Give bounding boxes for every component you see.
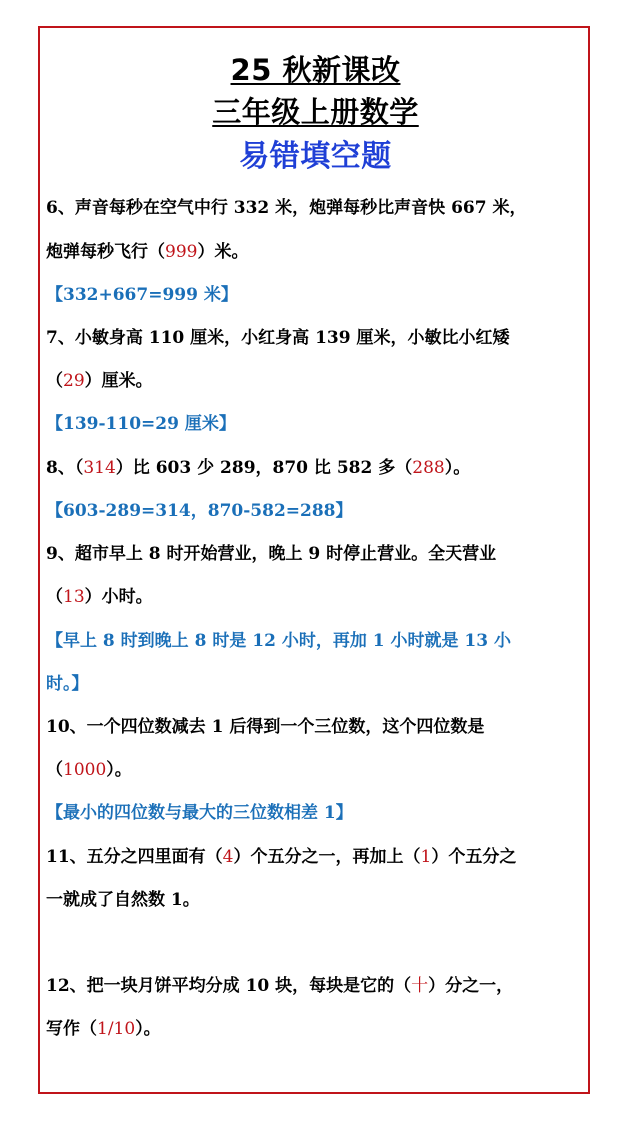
q11-text: 11、五分之四里面有（: [46, 847, 223, 867]
q12-text: 写作（: [46, 1019, 97, 1039]
q9-solution-line-2: 时。】: [46, 674, 89, 694]
subtitle: 易错填空题: [239, 139, 392, 174]
q12-text: ）。: [135, 1019, 161, 1039]
q10-answer: 1000: [63, 760, 107, 780]
q9-text: 9、超市早上 8 时开始营业，晚上 9 时停止营业。全天营业: [46, 544, 497, 564]
q10-line-2: [46, 758, 132, 782]
q9-line-1: [46, 542, 496, 566]
q9-answer: 13: [63, 587, 85, 607]
q7-text: （: [46, 371, 63, 391]
q9-text: （: [46, 587, 63, 607]
q6-solution: 【332+667=999 米】: [46, 285, 238, 305]
q11-line-2: [46, 888, 200, 912]
q7-answer: 29: [63, 371, 85, 391]
q8-line-1: [46, 456, 470, 480]
q10-text: （: [46, 760, 63, 780]
q12-answer-2: 1/10: [97, 1019, 136, 1039]
q6-text: ）米。: [197, 242, 249, 262]
title-line-2: 三年级上册数学: [212, 95, 419, 129]
q8-solution: 【603-289=314，870-582=288】: [46, 501, 353, 521]
q9-line-2: [46, 585, 153, 609]
q8-answer-1: 314: [83, 458, 116, 478]
q12-text: 12、把一块月饼平均分成 10 块，每块是它的（: [46, 976, 412, 996]
q8-text: ）。: [444, 458, 471, 478]
q11-text: ）个五分之: [431, 847, 517, 867]
q10-line-1: [46, 715, 484, 739]
q6-line-2: [46, 240, 248, 264]
q10-text: ）。: [106, 760, 132, 780]
q7-text: ）厘米。: [84, 371, 153, 391]
q11-text: 一就成了自然数 1。: [46, 890, 200, 910]
q10-solution: 【最小的四位数与最大的三位数相差 1】: [46, 803, 353, 823]
q11-text: ）个五分之一，再加上（: [233, 847, 421, 867]
q6-line-1: [46, 196, 526, 220]
q7-line-1: [46, 326, 509, 350]
title-line-1: 25 秋新课改: [230, 53, 401, 87]
q9-text: ）小时。: [84, 587, 153, 607]
q6-text: 6、声音每秒在空气中行 332 米，炮弹每秒比声音快 667 米，: [46, 198, 527, 218]
q12-line-2: [46, 1017, 161, 1041]
q8-answer-2: 288: [412, 458, 445, 478]
q12-text: ）分之一，: [428, 976, 514, 996]
q6-answer: 999: [165, 242, 198, 262]
q9-solution-line-1: 【早上 8 时到晚上 8 时是 12 小时，再加 1 小时就是 13 小: [46, 631, 511, 651]
q11-answer-2: 1: [420, 847, 432, 867]
q7-solution: 【139-110=29 厘米】: [46, 414, 236, 434]
q6-text: 炮弹每秒飞行（: [46, 242, 165, 262]
q11-answer-1: 4: [222, 847, 234, 867]
q12-answer-1: 十: [411, 976, 429, 996]
q7-line-2: [46, 369, 153, 393]
q10-text: 10、一个四位数减去 1 后得到一个三位数，这个四位数是: [46, 717, 485, 737]
q8-text: ）比 603 少 289，870 比 582 多（: [115, 458, 413, 478]
q11-line-1: [46, 845, 516, 869]
q8-text: 8、（: [46, 458, 84, 478]
q7-text: 7、小敏身高 110 厘米，小红身高 139 厘米，小敏比小红矮: [46, 328, 510, 348]
q12-line-1: [46, 974, 513, 998]
